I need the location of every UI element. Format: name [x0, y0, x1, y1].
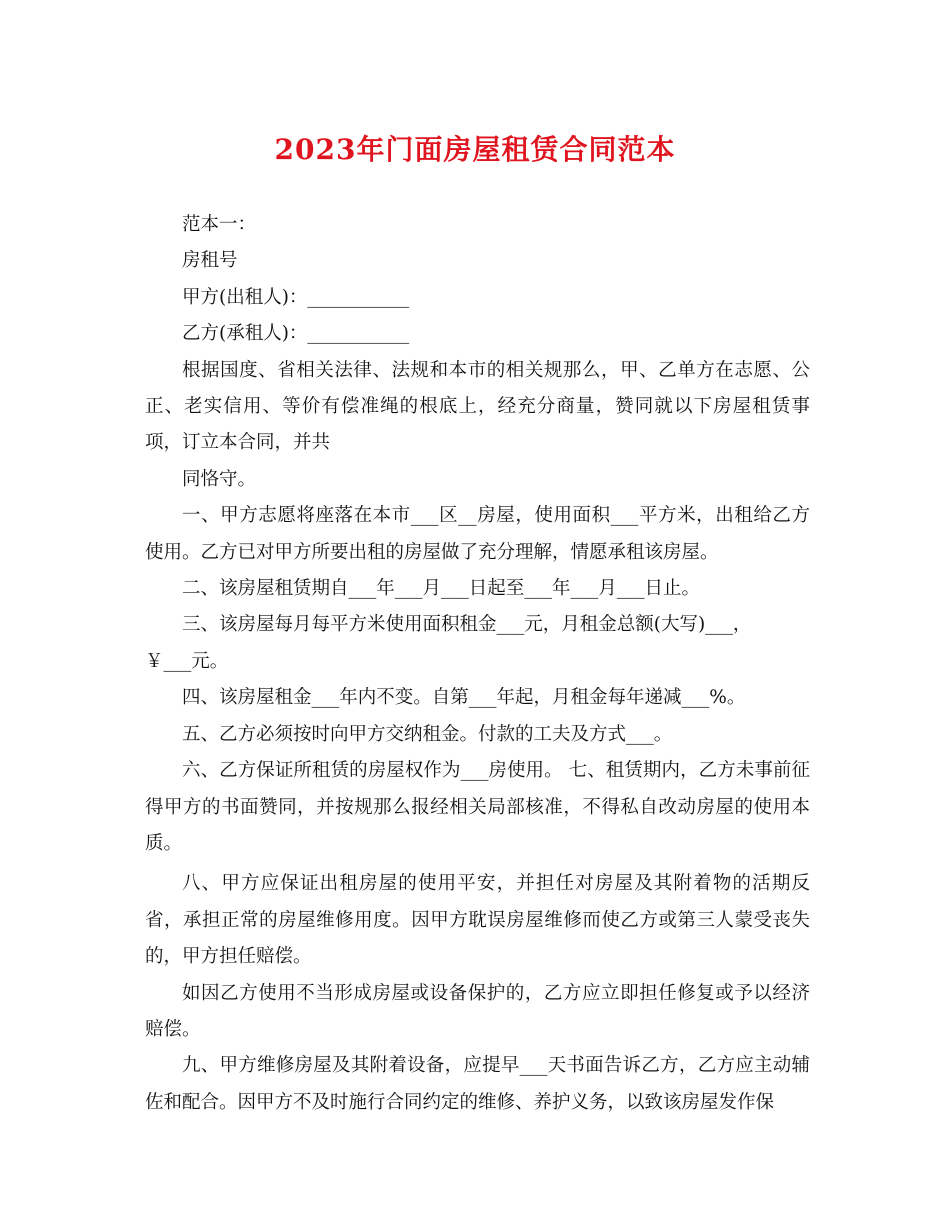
paragraph-party-a: 甲方(出租人)：___________ — [182, 286, 410, 308]
paragraph-clause-8: 八、甲方应保证出租房屋的使用平安，并担任对房屋及其附着物的活期反省，承担正常的房屋维修用度。因甲方耽误房屋维修而使乙方或第三人蒙受丧失的，甲方担任赔偿。 — [145, 873, 810, 968]
paragraph-clause-2: 二、该房屋租赁期自___年___月___日起至___年___月___日止。 — [182, 578, 701, 600]
paragraph-template-label: 范本一： — [182, 214, 257, 235]
paragraph-clause-1: 一、甲方志愿将座落在本市___区__房屋，使用面积___平方米，出租给乙方使用。乙方已对甲方所要出租的房屋做了充分理解，情愿承租该房屋。 — [145, 505, 810, 563]
paragraph-clause-3-amount: ￥___元。 — [145, 650, 229, 672]
paragraph-clause-5: 五、乙方必须按时向甲方交纳租金。付款的工夫及方式___。 — [182, 723, 673, 745]
paragraph-rent-number: 房租号 — [182, 250, 238, 272]
paragraph-clause-9: 九、甲方维修房屋及其附着设备，应提早___天书面告诉乙方，乙方应主动辅佐和配合。因甲方不及时施行合同约定的维修、养护义务，以致该房屋发作保 — [145, 1055, 810, 1113]
paragraph-clause-4: 四、该房屋租金___年内不变。自第___年起，月租金每年递减___%。 — [182, 687, 746, 709]
paragraph-clause-8-note: 如因乙方使用不当形成房屋或设备保护的，乙方应立即担任修复或予以经济赔偿。 — [145, 982, 810, 1040]
paragraph-preamble: 根据国度、省相关法律、法规和本市的相关规那么，甲、乙单方在志愿、公正、老实信用、等价有偿准绳的根底上，经充分商量，赞同就以下房屋租赁事项，订立本合同，并共 — [145, 359, 810, 454]
paragraph-party-b: 乙方(承租人)：___________ — [182, 323, 410, 345]
document-title: 2023年门面房屋租赁合同范本 — [274, 133, 676, 166]
paragraph-clause-3: 三、该房屋每月每平方米使用面积租金___元，月租金总额(大写)___， — [182, 614, 752, 636]
paragraph-clause-6-7: 六、乙方保证所租赁的房屋权作为___房使用。 七、租赁期内，乙方未事前征得甲方的书面赞同，并按规那么报经相关局部核准，不得私自改动房屋的使用本质。 — [145, 760, 810, 854]
document-body — [145, 207, 810, 1121]
paragraph-preamble-end: 同恪守。 — [182, 468, 257, 490]
